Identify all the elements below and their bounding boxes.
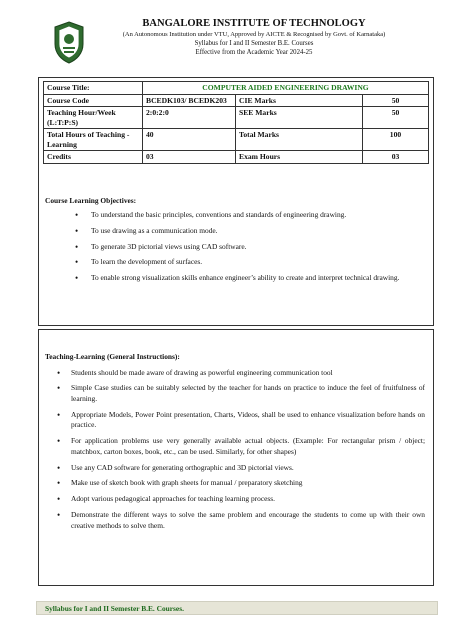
total-hours-label: Total Hours of Teaching - Learning <box>44 129 143 151</box>
credits-value: 03 <box>143 151 236 164</box>
list-item: • For application problems use very generally available actual objects. (Example: For rectangular prism / object; matchbox, carton boxes, book, etc., can be used. Similarly, for other shapes) <box>71 436 425 457</box>
list-item: • Use any CAD software for generating orthographic and 3D pictorial views. <box>71 463 425 474</box>
list-item: • To use drawing as a communication mode. <box>91 226 425 236</box>
exam-hours-value: 03 <box>363 151 429 164</box>
table-row <box>44 94 429 107</box>
list-item: • Adopt various pedagogical approaches for teaching learning process. <box>71 494 425 505</box>
cie-marks-label: CIE Marks <box>236 94 363 107</box>
teaching-learning-list <box>45 368 425 532</box>
teaching-learning-heading: Teaching-Learning (General Instructions): <box>45 352 180 361</box>
course-info-table <box>43 81 429 164</box>
exam-hours-label: Exam Hours <box>236 151 363 164</box>
table-row <box>44 151 429 164</box>
course-details-section <box>38 77 434 326</box>
list-item: • To generate 3D pictorial views using CAD software. <box>91 242 425 252</box>
credits-label: Credits <box>44 151 143 164</box>
cie-marks-value: 50 <box>363 94 429 107</box>
teaching-learning-content <box>45 352 425 537</box>
see-marks-label: SEE Marks <box>236 107 363 129</box>
total-hours-value: 40 <box>143 129 236 151</box>
list-item: • Simple Case studies can be suitably selected by the teacher for hands on practice to induce the feel of fruitfulness of learning. <box>71 383 425 404</box>
list-item: • To understand the basic principles, conventions and standards of engineering drawing. <box>91 210 425 220</box>
teaching-hours-label: Teaching Hour/Week (L:T:P:S) <box>44 107 143 129</box>
academic-year-line: Effective from the Academic Year 2024-25 <box>195 49 313 56</box>
table-row <box>44 107 429 129</box>
institute-name: BANGALORE INSTITUTE OF TECHNOLOGY <box>142 18 366 29</box>
footer-text: Syllabus for I and II Semester B.E. Courses. <box>45 604 184 613</box>
page-footer <box>36 601 438 615</box>
course-title-value: COMPUTER AIDED ENGINEERING DRAWING <box>143 82 429 95</box>
total-marks-value: 100 <box>363 129 429 151</box>
list-item: • Make use of sketch book with graph sheets for manual / preparatory sketching <box>71 478 425 489</box>
list-item: • Appropriate Models, Power Point presentation, Charts, Videos, shall be used to enhance visualization before hands on practice. <box>71 410 425 431</box>
list-item: • Demonstrate the different ways to solve the same problem and encourage the students to come up with their own creative methods to solve them. <box>71 510 425 531</box>
course-code-label: Course Code <box>44 94 143 107</box>
objectives-heading: Course Learning Objectives: <box>45 196 137 205</box>
syllabus-line: Syllabus for I and II Semester B.E. Courses <box>194 40 314 47</box>
table-row <box>44 129 429 151</box>
teaching-hours-value: 2:0:2:0 <box>143 107 236 129</box>
list-item: • To enable strong visualization skills enhance engineer’s ability to create and interpret technical drawing. <box>91 273 425 283</box>
course-code-value: BCEDK103/ BCEDK203 <box>143 94 236 107</box>
course-title-label: Course Title: <box>44 82 143 95</box>
institute-emblem-icon <box>52 20 86 64</box>
list-item: • Students should be made aware of drawing as powerful engineering communication tool <box>71 368 425 379</box>
total-marks-label: Total Marks <box>236 129 363 151</box>
objectives-list <box>45 210 425 283</box>
table-row <box>44 82 429 95</box>
see-marks-value: 50 <box>363 107 429 129</box>
institute-affiliation: (An Autonomous Institution under VTU, Approved by AICTE & Recognised by Govt. of Karnataka) <box>122 31 386 38</box>
list-item: • To learn the development of surfaces. <box>91 257 425 267</box>
teaching-learning-section <box>38 329 434 586</box>
course-objectives <box>45 196 425 289</box>
